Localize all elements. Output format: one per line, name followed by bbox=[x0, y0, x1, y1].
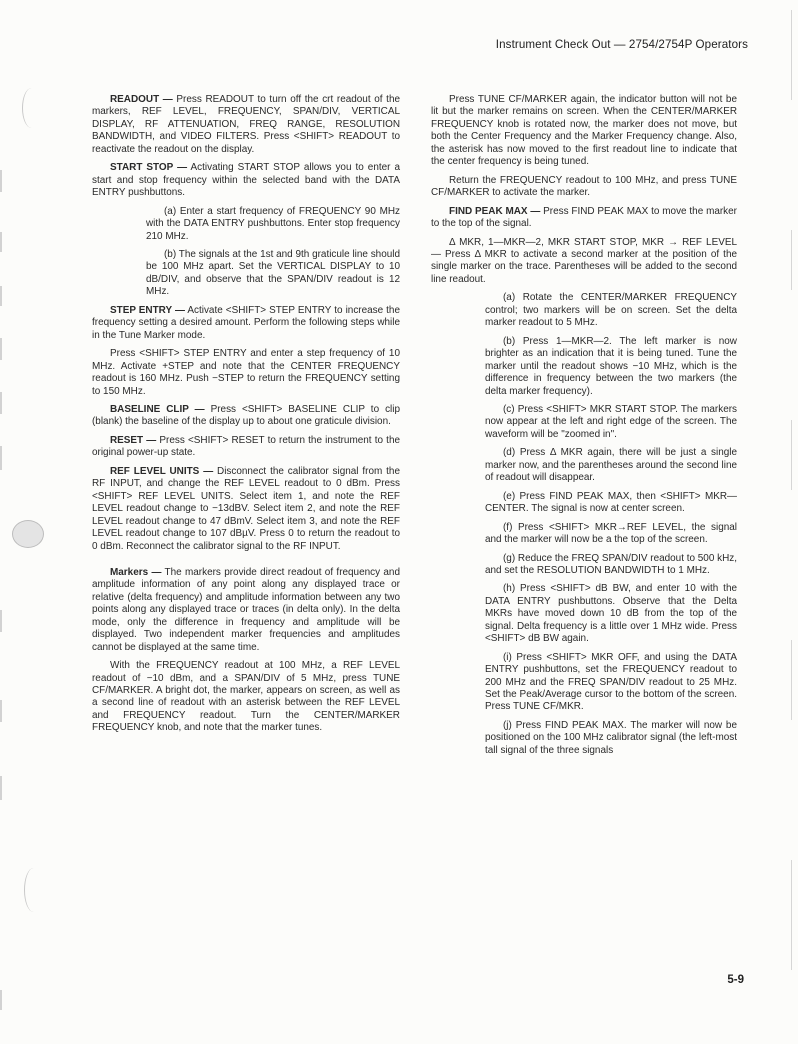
paragraph-text: Press <SHIFT> RESET to return the instrument to the original power-up state. bbox=[92, 434, 400, 459]
scan-artifact bbox=[791, 640, 792, 720]
paragraph-delta-mkr bbox=[431, 237, 737, 287]
scan-artifact bbox=[0, 446, 2, 470]
paragraph-reset bbox=[92, 435, 400, 460]
scan-artifact bbox=[791, 230, 792, 290]
step-a bbox=[146, 206, 400, 243]
paragraph-heading: BASELINE CLIP — bbox=[110, 403, 205, 415]
paragraph-heading: RESET — bbox=[110, 434, 157, 446]
paragraph-text: (c) Press <SHIFT> MKR START STOP. The markers now appear at the left and right edge of the screen. The waveform will be "zoomed in". bbox=[485, 403, 737, 440]
scan-artifact bbox=[791, 10, 792, 100]
scan-artifact bbox=[0, 232, 2, 252]
paragraph-step-entry-body bbox=[92, 348, 400, 398]
paragraph-text: (h) Press <SHIFT> dB BW, and enter 10 with the DATA ENTRY pushbuttons. Observe that the Delta MKRs have moved down 10 dB from the top of the signal. Delta frequency is a little over 1 MHz wide. Press <SHIFT> dB BW again. bbox=[485, 583, 737, 645]
paragraph-text: (f) Press <SHIFT> MKR→REF LEVEL, the signal and the marker will now be a the top of the screen. bbox=[485, 521, 737, 546]
paragraph-start-stop bbox=[92, 162, 400, 199]
paragraph-markers-body bbox=[92, 660, 400, 735]
step-c bbox=[485, 404, 737, 441]
paragraph-tune-cf bbox=[431, 94, 737, 169]
paragraph-text: The markers provide direct readout of frequency and amplitude information of any point along any displayed trace or relative (delta frequency) and amplitude information between any two points along any displayed trace or traces (in delta only). In the delta mode, only the difference in frequency and amplitude will be displayed. Two independent marker frequencies and amplitudes cannot be displayed at the same time. bbox=[92, 566, 400, 653]
paragraph-text: Return the FREQUENCY readout to 100 MHz, and press TUNE CF/MARKER to activate the marker. bbox=[431, 174, 737, 199]
paragraph-text: (b) Press 1—MKR—2. The left marker is now brighter as an indication that it is being tuned. Tune the marker until the readout shows −10 MHz, which is the difference in frequency between the two markers (the delta marker frequency). bbox=[485, 335, 737, 397]
scan-artifact bbox=[791, 420, 792, 490]
step-h bbox=[485, 583, 737, 645]
step-j bbox=[485, 720, 737, 757]
right-column bbox=[431, 94, 737, 763]
paragraph-text: Δ MKR, 1—MKR—2, MKR START STOP, MKR → REF LEVEL — Press Δ MKR to activate a second marker at the position of the single marker on the trace. Parentheses will be added to the second line readout. bbox=[431, 236, 737, 285]
paragraph-text: (a) Rotate the CENTER/MARKER FREQUENCY control; two markers will be on screen. Set the delta marker readout to 5 MHz. bbox=[485, 292, 737, 329]
scan-artifact bbox=[791, 860, 792, 970]
paragraph-text: (e) Press FIND PEAK MAX, then <SHIFT> MKR—CENTER. The signal is now at center screen. bbox=[485, 490, 737, 515]
page-header: Instrument Check Out — 2754/2754P Operators bbox=[495, 38, 748, 51]
left-column bbox=[92, 94, 400, 741]
step-b bbox=[146, 249, 400, 299]
step-i bbox=[485, 652, 737, 714]
paragraph-baseline-clip bbox=[92, 404, 400, 429]
paragraph-text: (d) Press Δ MKR again, there will be just a single marker now, and the parentheses around the second line of readout will disappear. bbox=[485, 447, 737, 484]
paragraph-text: (j) Press FIND PEAK MAX. The marker will now be positioned on the 100 MHz calibrator signal (the left-most tall signal of the three signals bbox=[485, 719, 737, 756]
step-b bbox=[485, 336, 737, 398]
scan-artifact bbox=[0, 700, 2, 722]
scan-artifact bbox=[12, 520, 44, 548]
paragraph-text: Press READOUT to turn off the crt readout of the markers, REF LEVEL, FREQUENCY, SPAN/DIV, VERTICAL DISPLAY, RF ATTENUATION, FREQ RANGE, RESOLUTION BANDWIDTH, and VIDEO FILTERS. Press <SHIFT> READOUT to reactivate the readout on the display. bbox=[92, 94, 400, 155]
step-a bbox=[485, 292, 737, 329]
paragraph-heading: READOUT — bbox=[110, 94, 173, 105]
scan-artifact bbox=[0, 286, 2, 306]
scan-artifact bbox=[0, 392, 2, 414]
paragraph-ref-level-units bbox=[92, 466, 400, 553]
step-g bbox=[485, 553, 737, 578]
paragraph-text: (b) The signals at the 1st and 9th graticule line should be 100 MHz apart. Set the VERTICAL DISPLAY to 10 dB/DIV, and observe that the SPAN/DIV readout is 12 MHz. bbox=[146, 248, 400, 298]
scan-artifact bbox=[0, 776, 2, 800]
paragraph-find-peak-max bbox=[431, 206, 737, 231]
step-e bbox=[485, 491, 737, 516]
paragraph-text: Press <SHIFT> STEP ENTRY and enter a step frequency of 10 MHz. Activate +STEP and note that the CENTER FREQUENCY readout is 160 MHz. Push −STEP to return the FREQUENCY setting to 150 MHz. bbox=[92, 348, 400, 397]
paragraph-readout bbox=[92, 94, 400, 156]
paragraph-text: Activate <SHIFT> STEP ENTRY to increase the frequency setting a desired amount. Perform the following steps while in the Tune Marker mode. bbox=[92, 304, 400, 341]
paragraph-heading: STEP ENTRY — bbox=[110, 304, 185, 316]
paragraph-text: (g) Reduce the FREQ SPAN/DIV readout to 500 kHz, and set the RESOLUTION BANDWIDTH to 1 MHz. bbox=[485, 552, 738, 576]
paragraph-heading: REF LEVEL UNITS — bbox=[110, 465, 214, 477]
paragraph-text: Press FIND PEAK MAX to move the marker to the top of the signal. bbox=[431, 205, 737, 230]
scan-artifact bbox=[0, 610, 2, 632]
scan-artifact bbox=[0, 170, 2, 192]
page-number: 5-9 bbox=[727, 974, 744, 986]
paragraph-step-entry bbox=[92, 305, 400, 342]
paragraph-return-frequency bbox=[431, 175, 737, 200]
paragraph-text: (i) Press <SHIFT> MKR OFF, and using the DATA ENTRY pushbuttons, set the FREQUENCY readout to 200 MHz and the FREQ SPAN/DIV readout to 25 MHz. Set the Peak/Average cursor to the bottom of the screen. Press TUNE CF/MKR. bbox=[485, 651, 737, 713]
scan-artifact bbox=[0, 990, 2, 1010]
scan-artifact bbox=[22, 88, 41, 128]
paragraph-heading: START STOP — bbox=[110, 162, 188, 174]
paragraph-text: Press TUNE CF/MARKER again, the indicator button will not be lit but the marker remains on screen. When the CENTER/MARKER FREQUENCY knob is rotated now, the marker does not move, but both the Center Frequency and the Marker Frequency change. Also, the asterisk has now moved to the first readout line to indicate that the center frequency is being tuned. bbox=[431, 94, 737, 168]
paragraph-heading: FIND PEAK MAX — bbox=[449, 205, 541, 217]
step-f bbox=[485, 522, 737, 547]
paragraph-text: Press <SHIFT> BASELINE CLIP to clip (blank) the baseline of the display up to about one graticule division. bbox=[92, 403, 400, 428]
paragraph-markers bbox=[92, 567, 400, 654]
scan-artifact bbox=[24, 868, 43, 912]
paragraph-text: Disconnect the calibrator signal from the RF INPUT, and change the REF LEVEL readout to 0 dBm. Press <SHIFT> REF LEVEL UNITS. Select item 1, and note the REF LEVEL readout change to −13dBV. Select item 2, and note the REF LEVEL readout change to 47 dBmV. Select item 3, and note the REF LEVEL readout change to 107 dBµV. Press 0 to return the readout to 0 dBm. Reconnect the calibrator signal to the RF INPUT. bbox=[92, 465, 400, 552]
step-d bbox=[485, 447, 737, 484]
scan-artifact bbox=[0, 338, 2, 360]
paragraph-text: Activating START STOP allows you to enter a start and stop frequency within the selected band with the DATA ENTRY pushbuttons. bbox=[92, 162, 400, 199]
paragraph-text: With the FREQUENCY readout at 100 MHz, a REF LEVEL readout of −10 dBm, and a SPAN/DIV of 5 MHz, press TUNE CF/MARKER. A bright dot, the marker, appears on screen, as well as a second line of readout with an asterisk between the REF LEVEL and FREQUENCY readout. Turn the CENTER/MARKER FREQUENCY knob, and note that the marker tunes. bbox=[92, 660, 400, 734]
paragraph-heading: Markers — bbox=[110, 566, 162, 578]
paragraph-text: (a) Enter a start frequency of FREQUENCY 90 MHz with the DATA ENTRY pushbuttons. Enter stop frequency 210 MHz. bbox=[146, 205, 400, 242]
